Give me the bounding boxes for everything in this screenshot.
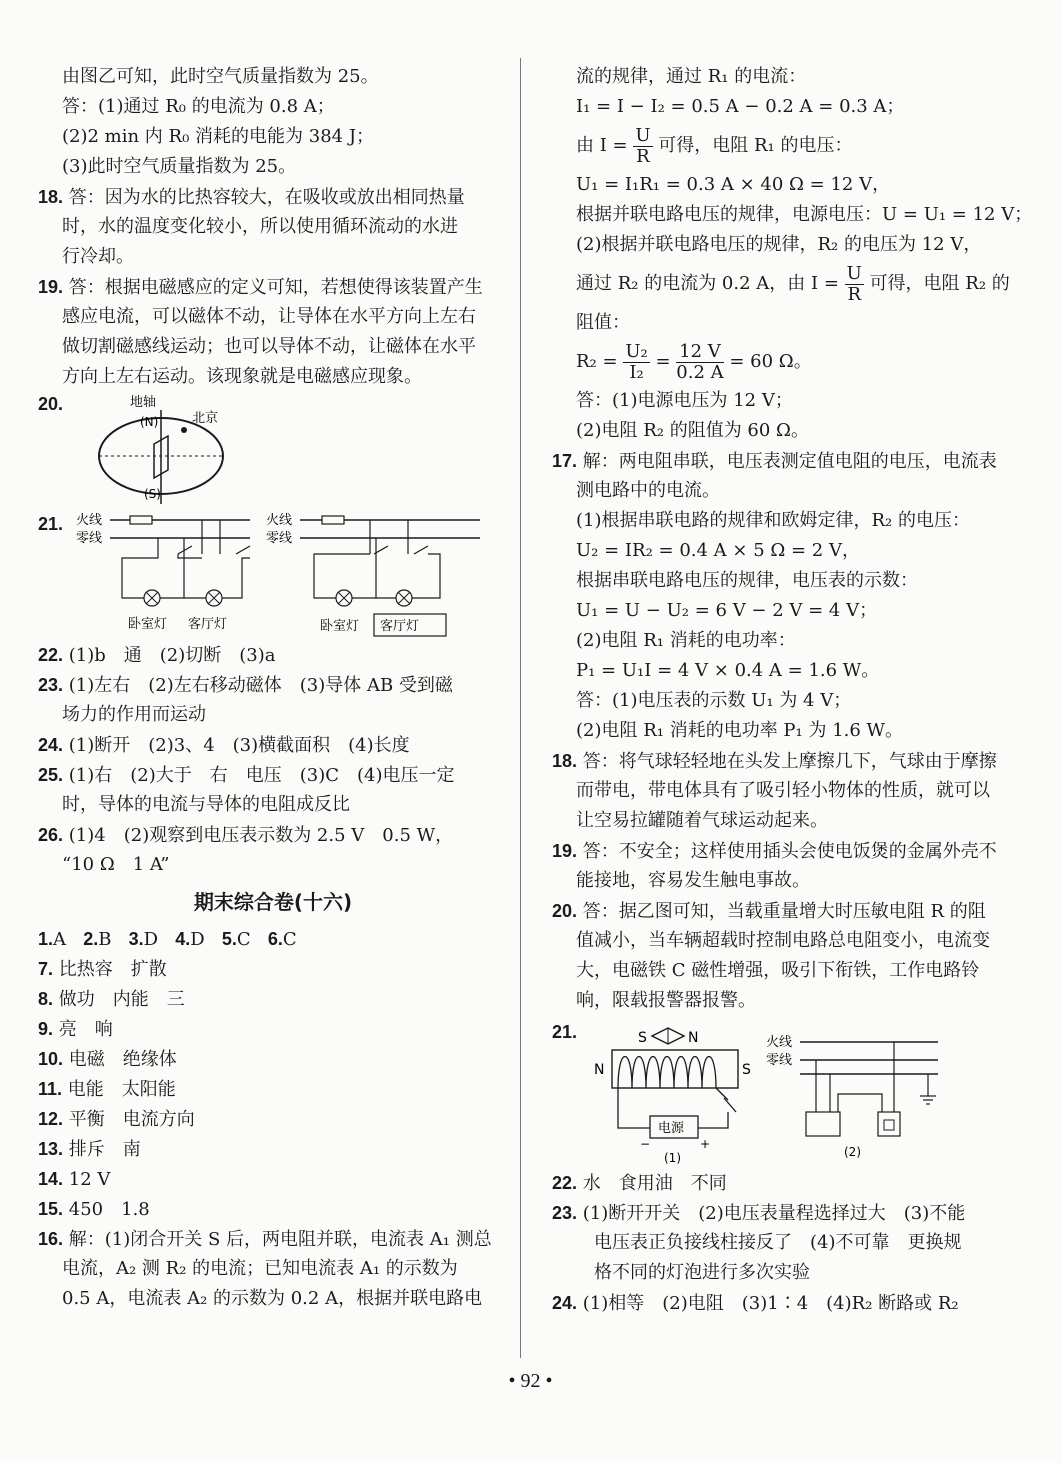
q19-line bbox=[38, 272, 508, 302]
fill-answer bbox=[38, 1044, 508, 1074]
question-number: 4. bbox=[175, 929, 191, 949]
text-line: 能接地，容易发生触电事故。 bbox=[576, 870, 810, 891]
text-line: 由图乙可知，此时空气质量指数为 25。 bbox=[62, 66, 379, 87]
question-number: 14. bbox=[38, 1169, 64, 1189]
formula-text: 可得，电阻 R₁ 的电压： bbox=[658, 135, 853, 156]
south-pole-label: S bbox=[638, 1030, 647, 1046]
text-line: 大，电磁铁 C 磁性增强，吸引下衔铁，工作电路铃 bbox=[576, 960, 980, 981]
question-number: 19. bbox=[552, 841, 578, 861]
text-line: 答：(1)电源电压为 12 V； bbox=[576, 390, 793, 411]
text-line: (2)电阻 R₁ 消耗的电功率 P₁ 为 1.6 W。 bbox=[576, 720, 904, 741]
fill-answer bbox=[38, 1074, 508, 1104]
fraction bbox=[845, 264, 864, 305]
answer-line bbox=[38, 640, 508, 670]
text-line: P₁ = U₁I = 4 V × 0.4 A = 1.6 W。 bbox=[576, 660, 880, 681]
text-line: 阻值： bbox=[576, 312, 630, 333]
text-line: (1)根据串联电路的规律和欧姆定律，R₂ 的电压： bbox=[576, 510, 970, 531]
question-number: 9. bbox=[38, 1019, 54, 1039]
coil-icon bbox=[618, 1057, 716, 1089]
text-line: 答：(1)通过 R₀ 的电流为 0.8 A； bbox=[62, 96, 335, 117]
coil-north-label: N bbox=[594, 1062, 605, 1078]
q19-line bbox=[552, 836, 1032, 866]
living-lamp-label: 客厅灯 bbox=[380, 619, 420, 634]
plus-label: + bbox=[700, 1137, 711, 1151]
mc-answers bbox=[38, 924, 508, 954]
question-number: 22. bbox=[552, 1173, 578, 1193]
mc-answer: B bbox=[98, 929, 112, 950]
fill-answer bbox=[38, 1014, 508, 1044]
left-column bbox=[38, 62, 508, 1314]
text-line: “10 Ω 1 A” bbox=[62, 854, 170, 875]
numerator: U bbox=[635, 124, 651, 146]
fill-answer bbox=[38, 954, 508, 984]
axis-label: 地轴 bbox=[130, 395, 157, 410]
denominator: R bbox=[847, 283, 862, 305]
question-number: 15. bbox=[38, 1199, 64, 1219]
q17-line bbox=[552, 446, 1032, 476]
fraction bbox=[633, 126, 652, 167]
answer-text: 12 V bbox=[68, 1169, 111, 1190]
q21-block bbox=[38, 510, 508, 640]
text-line: 而带电，带电体具有了吸引轻小物体的性质，就可以 bbox=[576, 780, 990, 801]
live-wire-label: 火线 bbox=[76, 513, 103, 528]
answer-text: (1)右 (2)大于 右 电压 (3)C (4)电压一定 bbox=[68, 765, 455, 786]
question-number: 18. bbox=[552, 751, 578, 771]
power-label: 电源 bbox=[658, 1121, 685, 1136]
q18-line bbox=[552, 746, 1032, 776]
q21-right-block bbox=[552, 1016, 1032, 1168]
q16-text: 解：(1)闭合开关 S 后，两电阻并联，电流表 A₁ 测总 bbox=[68, 1229, 492, 1250]
text-line: 格不同的灯泡进行多次实验 bbox=[594, 1262, 810, 1283]
text-line: 做切割磁感线运动；也可以导体不动，让磁体在水平 bbox=[62, 336, 476, 357]
formula-line bbox=[552, 260, 1032, 308]
question-number: 25. bbox=[38, 765, 64, 785]
text-line: U₂ = IR₂ = 0.4 A × 5 Ω = 2 V， bbox=[576, 540, 860, 561]
q23-line bbox=[552, 1198, 1032, 1228]
text-line: 根据串联电路电压的规律，电压表的示数： bbox=[576, 570, 918, 591]
house-circuit-diagrams bbox=[74, 510, 514, 640]
mc-answer: A bbox=[53, 929, 67, 950]
q19-text: 答：不安全；这样使用插头会使电饭煲的金属外壳不 bbox=[582, 841, 997, 862]
answer-line bbox=[38, 730, 508, 760]
text-line: 0.5 A，电流表 A₂ 的示数为 0.2 A，根据并联电路电 bbox=[62, 1288, 483, 1309]
q20-text: 答：据乙图可知，当载重量增大时压敏电阻 R 的阻 bbox=[582, 901, 986, 922]
answer-text: 平衡 电流方向 bbox=[68, 1109, 195, 1130]
fuse-box-icon bbox=[878, 1112, 900, 1136]
text-line: 根据并联电路电压的规律，电源电压：U = U₁ = 12 V； bbox=[576, 204, 1033, 225]
electromagnet-socket-diagrams bbox=[588, 1016, 988, 1168]
beijing-label: 北京 bbox=[192, 411, 219, 426]
text-line: 响，限载报警器报警。 bbox=[576, 990, 756, 1011]
text-line: 值减小，当车辆超载时控制电路总电阻变小，电流变 bbox=[576, 930, 990, 951]
answer-text: 排斥 南 bbox=[68, 1139, 141, 1160]
mc-answer: D bbox=[190, 929, 205, 950]
bedroom-lamp-label: 卧室灯 bbox=[320, 619, 360, 634]
q19-text: 答：根据电磁感应的定义可知，若想使得该装置产生 bbox=[68, 277, 483, 298]
figure2-label: (2) bbox=[844, 1145, 861, 1159]
beijing-dot bbox=[181, 427, 187, 433]
q16-line bbox=[38, 1224, 508, 1254]
text-line: 时，导体的电流与导体的电阻成反比 bbox=[62, 794, 350, 815]
answer-text: 做功 内能 三 bbox=[58, 989, 185, 1010]
question-number: 12. bbox=[38, 1109, 64, 1129]
answer-text: 电磁 绝缘体 bbox=[68, 1049, 177, 1070]
question-number: 1. bbox=[38, 929, 54, 949]
south-label: (S) bbox=[144, 487, 161, 501]
q18-text: 答：因为水的比热容较大，在吸收或放出相同热量 bbox=[68, 187, 465, 208]
question-number: 10. bbox=[38, 1049, 64, 1069]
text-line: 时，水的温度变化较小，所以使用循环流动的水进 bbox=[62, 216, 458, 237]
question-number: 24. bbox=[38, 735, 64, 755]
text-line: (2)电阻 R₁ 消耗的电功率： bbox=[576, 630, 796, 651]
denominator: I₂ bbox=[629, 361, 644, 383]
formula-line bbox=[552, 338, 1032, 386]
question-number: 11. bbox=[38, 1079, 63, 1099]
q22-line bbox=[552, 1168, 1032, 1198]
text-line: 电流，A₂ 测 R₂ 的电流；已知电流表 A₁ 的示数为 bbox=[62, 1258, 458, 1279]
q18-text: 答：将气球轻轻地在头发上摩擦几下，气球由于摩擦 bbox=[582, 751, 997, 772]
text-line: 场力的作用而运动 bbox=[62, 704, 206, 725]
switch-icon bbox=[724, 1098, 736, 1112]
q20-block bbox=[38, 392, 508, 510]
fill-answer bbox=[38, 984, 508, 1014]
text-line: 行冷却。 bbox=[62, 246, 134, 267]
minus-label: − bbox=[640, 1137, 651, 1151]
neutral-wire-label: 零线 bbox=[266, 531, 293, 546]
denominator: 0.2 A bbox=[676, 361, 724, 383]
numerator: U bbox=[846, 262, 862, 284]
north-pole-label: N bbox=[688, 1030, 699, 1046]
living-lamp-label: 客厅灯 bbox=[188, 617, 228, 632]
text-line: 让空易拉罐随着气球运动起来。 bbox=[576, 810, 828, 831]
section-title: 期末综合卷(十六) bbox=[193, 890, 353, 914]
text-line: 感应电流，可以磁体不动，让导体在水平方向上左右 bbox=[62, 306, 476, 327]
q20-line bbox=[552, 896, 1032, 926]
answer-text: (1)4 (2)观察到电压表示数为 2.5 V 0.5 W， bbox=[68, 825, 454, 846]
formula-text: 通过 R₂ 的电流为 0.2 A，由 I = bbox=[576, 273, 839, 294]
socket-icon bbox=[806, 1112, 840, 1136]
fill-answer bbox=[38, 1104, 508, 1134]
formula-line bbox=[552, 122, 1032, 170]
fraction bbox=[676, 342, 723, 383]
question-number: 3. bbox=[128, 929, 144, 949]
mc-answer: D bbox=[143, 929, 159, 950]
text-line: U₁ = I₁R₁ = 0.3 A × 40 Ω = 12 V， bbox=[576, 174, 891, 195]
answer-line bbox=[38, 670, 508, 700]
column-divider bbox=[520, 58, 521, 1358]
text-line: 电压表正负接线柱接反了 (4)不可靠 更换规 bbox=[594, 1232, 962, 1253]
text-line: 测电路中的电流。 bbox=[576, 480, 720, 501]
question-number: 7. bbox=[38, 959, 54, 979]
answer-text: 比热容 扩散 bbox=[58, 959, 167, 980]
fill-answer bbox=[38, 1194, 508, 1224]
answer-text: (1)断开开关 (2)电压表量程选择过大 (3)不能 bbox=[582, 1203, 966, 1224]
question-number: 13. bbox=[38, 1139, 64, 1159]
question-number: 17. bbox=[552, 451, 578, 471]
fuse-icon bbox=[322, 516, 344, 524]
question-number: 2. bbox=[83, 929, 99, 949]
question-number: 8. bbox=[38, 989, 54, 1009]
question-number: 20. bbox=[38, 394, 64, 414]
question-number: 23. bbox=[38, 675, 64, 695]
answer-text: 水 食用油 不同 bbox=[582, 1173, 727, 1194]
numerator: U₂ bbox=[625, 340, 648, 362]
earth-diagram bbox=[66, 392, 246, 510]
question-number: 16. bbox=[38, 1229, 64, 1249]
right-column bbox=[552, 62, 1032, 1318]
page-number: • 92 • bbox=[508, 1370, 553, 1392]
answer-text: 450 1.8 bbox=[68, 1199, 150, 1220]
text-line: I₁ = I − I₂ = 0.5 A − 0.2 A = 0.3 A； bbox=[576, 96, 905, 117]
live-wire-label: 火线 bbox=[766, 1035, 793, 1050]
formula-text: R₂ = bbox=[576, 351, 618, 372]
text-line: (2)根据并联电路电压的规律，R₂ 的电压为 12 V， bbox=[576, 234, 982, 255]
formula-text: 由 I = bbox=[576, 135, 628, 156]
numerator: 12 V bbox=[676, 342, 723, 363]
neutral-wire-label: 零线 bbox=[76, 531, 103, 546]
answer-line bbox=[38, 760, 508, 790]
neutral-wire-label: 零线 bbox=[766, 1053, 793, 1068]
text-line: 方向上左右运动。该现象就是电磁感应现象。 bbox=[62, 366, 422, 387]
denominator: R bbox=[636, 145, 650, 167]
formula-text: = 60 Ω。 bbox=[729, 351, 812, 372]
text-line: 流的规律，通过 R₁ 的电流： bbox=[576, 66, 807, 87]
question-number: 24. bbox=[552, 1293, 578, 1313]
text-line: U₁ = U − U₂ = 6 V − 2 V = 4 V； bbox=[576, 600, 878, 621]
question-number: 18. bbox=[38, 187, 64, 207]
coil-south-label: S bbox=[742, 1062, 751, 1078]
text-line: 答：(1)电压表的示数 U₁ 为 4 V； bbox=[576, 690, 852, 711]
north-label: (N) bbox=[140, 415, 159, 429]
question-number: 5. bbox=[221, 929, 237, 949]
figure1-label: (1) bbox=[664, 1151, 681, 1165]
text-line: (3)此时空气质量指数为 25。 bbox=[62, 156, 297, 177]
fill-answer bbox=[38, 1164, 508, 1194]
question-number: 22. bbox=[38, 645, 64, 665]
fill-answer bbox=[38, 1134, 508, 1164]
formula-text: 可得，电阻 R₂ 的 bbox=[869, 273, 1010, 294]
fraction bbox=[623, 342, 649, 383]
question-number: 26. bbox=[38, 825, 64, 845]
answer-text: 亮 响 bbox=[58, 1019, 113, 1040]
question-number: 20. bbox=[552, 901, 578, 921]
q24-line bbox=[552, 1288, 1032, 1318]
formula-text: = bbox=[655, 351, 671, 372]
bedroom-lamp-label: 卧室灯 bbox=[128, 617, 168, 632]
mc-answer: C bbox=[282, 929, 297, 950]
question-number: 19. bbox=[38, 277, 64, 297]
question-number: 21. bbox=[38, 514, 64, 534]
q18-line bbox=[38, 182, 508, 212]
text-line: (2)2 min 内 R₀ 消耗的电能为 384 J； bbox=[62, 126, 375, 147]
q17-text: 解：两电阻串联，电压表测定值电阻的电压，电流表 bbox=[582, 451, 997, 472]
fuse-icon bbox=[130, 516, 152, 524]
question-number: 23. bbox=[552, 1203, 578, 1223]
question-number: 6. bbox=[267, 929, 283, 949]
live-wire-label: 火线 bbox=[266, 513, 293, 528]
text-line: (2)电阻 R₂ 的阻值为 60 Ω。 bbox=[576, 420, 809, 441]
answer-text: (1)左右 (2)左右移动磁体 (3)导体 AB 受到磁 bbox=[68, 675, 453, 696]
mc-answer: C bbox=[236, 929, 251, 950]
answer-text: 电能 太阳能 bbox=[67, 1079, 176, 1100]
answer-text: (1)相等 (2)电阻 (3)1∶4 (4)R₂ 断路或 R₂ bbox=[582, 1293, 959, 1314]
question-number: 21. bbox=[552, 1022, 578, 1042]
answer-line bbox=[38, 820, 508, 850]
answer-text: (1)b 通 (2)切断 (3)a bbox=[68, 645, 276, 666]
answer-text: (1)断开 (2)3、4 (3)横截面积 (4)长度 bbox=[68, 735, 410, 756]
